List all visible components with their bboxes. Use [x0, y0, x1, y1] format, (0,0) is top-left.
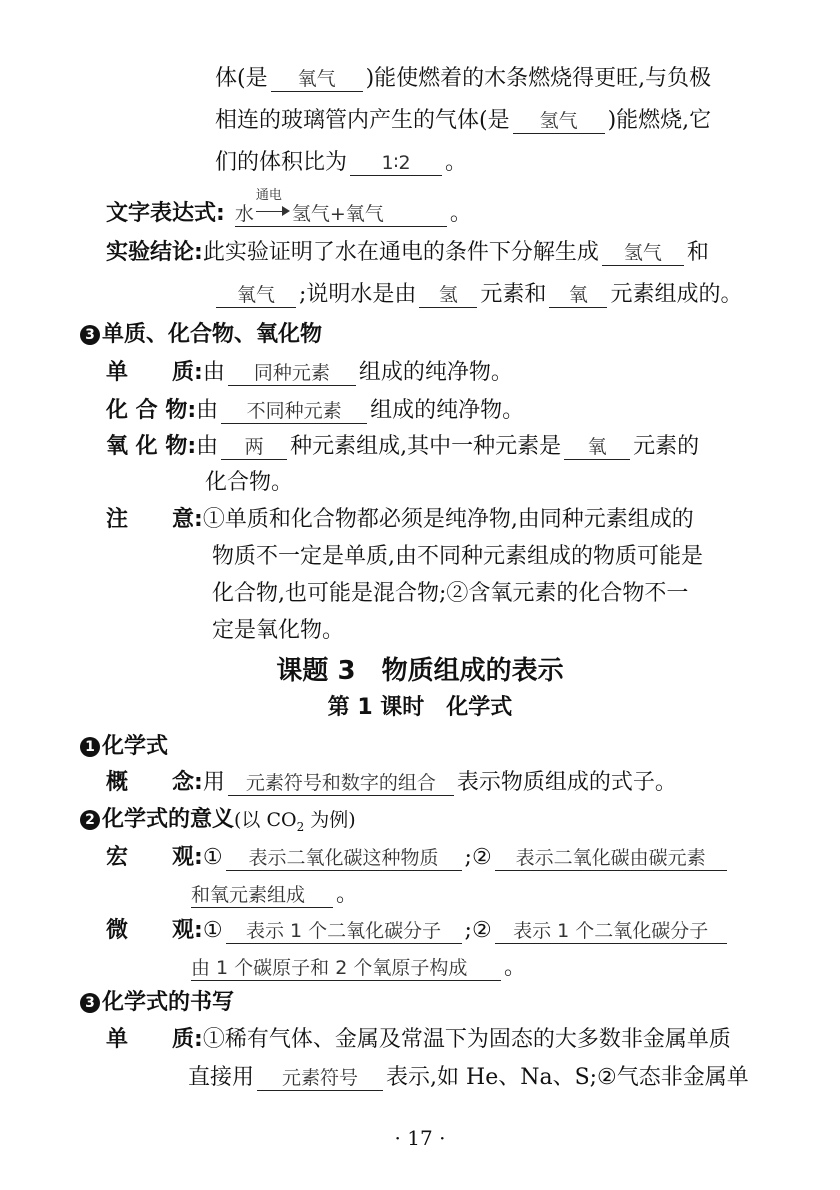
text-line: 单 质:①稀有气体、金属及常温下为固态的大多数非金属单质 — [106, 1027, 731, 1052]
equation-blank: 水 通电 氢气+氧气 — [235, 198, 447, 227]
field-label: 单 质: — [106, 360, 203, 385]
text-line: 化 合 物:由 不同种元素 组成的纯净物。 — [106, 398, 525, 423]
text-line: 微 观:① 表示 1 个二氧化碳分子 ;② 表示 1 个二氧化碳分子 — [106, 916, 730, 946]
answer-blank: 1∶2 — [350, 151, 442, 176]
text-line: 单 质:由 同种元素 组成的纯净物。 — [106, 360, 513, 385]
field-label: 单 质: — [106, 1027, 203, 1052]
answer-blank: 元素符号 — [257, 1066, 383, 1091]
section-number: 2 — [80, 810, 100, 830]
answer-blank: 表示 1 个二氧化碳分子 — [495, 919, 727, 944]
section-number: 3 — [80, 993, 100, 1013]
field-label: 概 念: — [106, 770, 203, 795]
text-line: 物质不一定是单质,由不同种元素组成的物质可能是 — [212, 544, 703, 569]
field-label: 实验结论: — [106, 240, 203, 265]
section-heading: 3 单质、化合物、氧化物 — [80, 320, 322, 350]
text-line: 注 意:①单质和化合物都必须是纯净物,由同种元素组成的 — [106, 507, 694, 532]
section-heading: 2 化学式的意义(以 $CO_2$ 为例) — [80, 805, 356, 842]
text-line: 化合物,也可能是混合物;②含氧元素的化合物不一 — [212, 581, 689, 606]
field-label: 宏 观: — [106, 845, 203, 870]
text-line: 氧 化 物:由 两 种元素组成,其中一种元素是 氧 元素的 — [106, 434, 700, 459]
text-line: 由 1 个碳原子和 2 个氧原子构成 。 — [191, 955, 527, 980]
answer-blank: 表示 1 个二氧化碳分子 — [226, 919, 462, 944]
text-line: 概 念:用 元素符号和数字的组合 表示物质组成的式子。 — [106, 770, 677, 795]
answer-blank: 不同种元素 — [221, 399, 367, 424]
section-number: 1 — [80, 737, 100, 757]
answer-blank: 和氧元素组成 — [191, 883, 333, 908]
answer-blank: 氧气 — [216, 283, 296, 308]
text-line: 相连的玻璃管内产生的气体(是 氢气 )能燃烧,它 — [215, 108, 712, 133]
section-heading: 3 化学式的书写 — [80, 988, 234, 1018]
page-number: · 17 · — [394, 1126, 446, 1150]
text-line: 们的体积比为 1∶2 。 — [215, 150, 468, 175]
text-line: 化合物。 — [205, 470, 294, 495]
period-title: 第 1 课时 化学式 — [327, 695, 513, 720]
text-line: 氧气 ;说明水是由 氢 元素和 氧 元素组成的。 — [213, 280, 742, 310]
text-line: 体(是 氧气 )能使燃着的木条燃烧得更旺,与负极 — [215, 66, 712, 91]
lesson-title: 课题 3 物质组成的表示 — [276, 656, 564, 686]
text-line: 和氧元素组成 。 — [191, 882, 359, 907]
answer-blank: 表示二氧化碳由碳元素 — [495, 846, 727, 871]
text-line: 直接用 元素符号 表示,如 He、Na、S;②气态非金属单 — [188, 1065, 749, 1090]
answer-blank: 氧 — [549, 283, 607, 308]
answer-blank: 氢气 — [602, 241, 684, 266]
text-line: 实验结论:此实验证明了水在通电的条件下分解生成 氢气 和 — [106, 240, 709, 265]
answer-blank: 氧气 — [271, 67, 363, 92]
answer-blank: 元素符号和数字的组合 — [228, 771, 454, 796]
answer-blank: 两 — [221, 435, 287, 460]
answer-blank: 同种元素 — [228, 361, 356, 386]
text-line: 文字表达式: 水 通电 氢气+氧气 。 — [106, 188, 472, 226]
answer-blank: 氢气 — [513, 109, 605, 134]
field-label: 注 意: — [106, 507, 203, 532]
section-number: 3 — [80, 325, 100, 345]
reaction-arrow: 通电 — [254, 198, 292, 222]
text-line: 宏 观:① 表示二氧化碳这种物质 ;② 表示二氧化碳由碳元素 — [106, 843, 730, 873]
section-heading: 1 化学式 — [80, 732, 168, 762]
field-label: 文字表达式: — [106, 201, 225, 226]
answer-blank: 由 1 个碳原子和 2 个氧原子构成 — [191, 956, 501, 981]
field-label: 氧 化 物: — [106, 434, 197, 459]
answer-blank: 表示二氧化碳这种物质 — [226, 846, 462, 871]
field-label: 微 观: — [106, 918, 203, 943]
field-label: 化 合 物: — [106, 398, 197, 423]
text-line: 定是氧化物。 — [212, 618, 345, 643]
answer-blank: 氧 — [564, 435, 630, 460]
answer-blank: 氢 — [419, 283, 477, 308]
